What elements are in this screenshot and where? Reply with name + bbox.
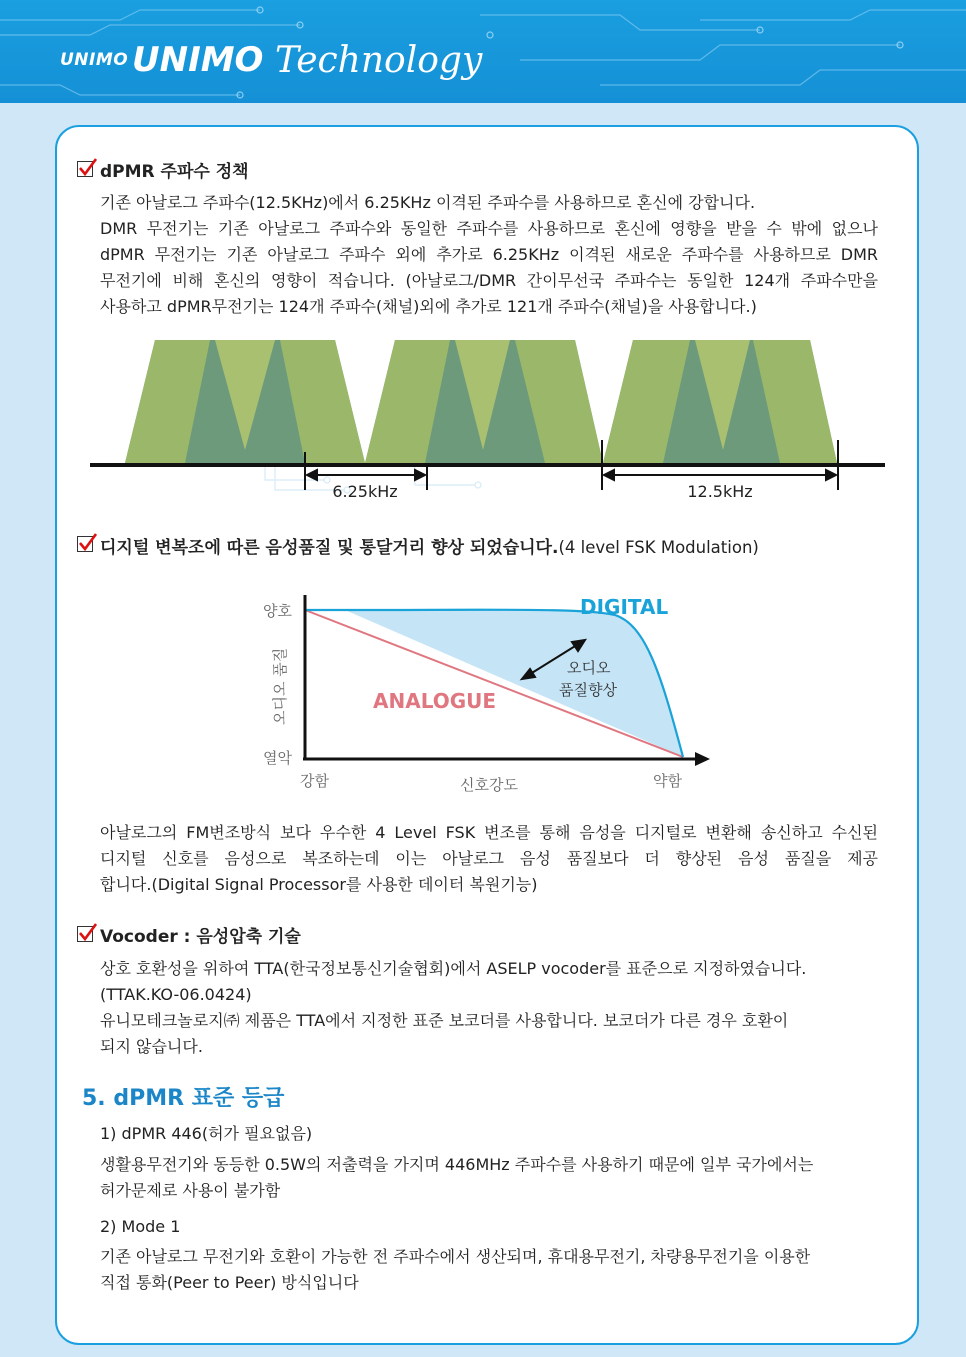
heading-main: 디지털 변복조에 따른 음성품질 및 통달거리 향상 되었습니다. [100,538,559,558]
logo-technology: Technology [275,40,483,81]
text-line: 되지 않습니다. [100,1037,203,1056]
digital-label: DIGITAL [580,595,669,619]
checkbox-icon [77,536,93,552]
section-heading-vocoder: Vocoder : 음성압축 기술 [100,927,301,947]
heading-suffix: (4 level FSK Modulation) [558,538,759,557]
text-line: 허가문제로 사용이 불가함 [100,1181,281,1200]
gain-label-line1: 오디오 [567,659,611,677]
text-line: 사용하고 dPMR무전기는 124개 주파수(채널)외에 추가로 121개 주파수(채널)을 사용합니다.) [100,297,757,316]
quality-paragraph [100,820,878,898]
x-left-label: 강함 [300,772,329,790]
section-heading-frequency: dPMR 주파수 정책 [100,162,249,182]
text-line: 유니모테크놀로지㈜ 제품은 TTA에서 지정한 표준 보코더를 사용합니다. 보코더가 다른 경우 호환이 [100,1011,789,1030]
text-line: DMR 무전기는 기존 아날로그 주파수와 동일한 주파수를 사용하므로 혼신에 영향을 받을 수 밖에 없으나 [100,219,878,238]
spacing-label-wide: 12.5kHz [687,482,753,501]
checkbox-icon [77,161,93,177]
text-line: 생활용무전기와 동등한 0.5W의 저출력을 가지며 446MHz 주파수를 사용하기 때문에 일부 국가에서는 [100,1155,814,1174]
frequency-diagram [85,330,890,510]
item2-paragraph [100,1244,880,1296]
gain-label-line2: 품질향상 [559,681,617,699]
y-bottom-label: 열악 [263,749,292,767]
text-line: dPMR 무전기는 기존 아날로그 주파수 외에 추가로 6.25KHz 이격된 새로운 주파수를 사용하므로 DMR [100,245,878,264]
item1-paragraph [100,1152,880,1204]
text-line: 무전기에 비해 혼신의 영향이 적습니다. (아날로그/DMR 간이무선국 주파수는 동일한 124개 주파수만을 [100,271,878,290]
frequency-paragraph [100,190,878,320]
vocoder-paragraph [100,956,878,1060]
text-line: 아날로그의 FM변조방식 보다 우수한 4 Level FSK 변조를 통해 음성을 디지털로 변환해 송신하고 수신된 [100,823,878,842]
text-line: 디지털 신호를 음성으로 복조하는데 이는 아날로그 음성 품질보다 더 향상된 음성 품질을 제공 [100,849,878,868]
quality-chart [255,590,725,800]
text-line: 직접 통화(Peer to Peer) 방식입니다 [100,1273,359,1292]
channel-band [603,340,837,463]
item1-title: 1) dPMR 446(허가 필요없음) [100,1124,313,1143]
section5-title: 5. dPMR 표준 등급 [82,1086,285,1111]
item2-title: 2) Mode 1 [100,1217,181,1236]
channel-band [365,340,603,463]
channel-band [125,340,365,463]
x-right-label: 약함 [653,772,682,790]
logo-wordmark: UNIMO [132,40,264,80]
text-line: 기존 아날로그 주파수(12.5KHz)에서 6.25KHz 이격된 주파수를 사용하므로 혼신에 강합니다. [100,193,756,212]
text-line: 상호 호환성을 위하여 TTA(한국정보통신기술협회)에서 ASELP vocoder를 표준으로 지정하였습니다. [100,959,807,978]
header-bar [0,0,966,103]
quality-gain-area [345,610,683,757]
analogue-label: ANALOGUE [373,689,497,713]
x-axis-label: 신호강도 [460,776,518,794]
spacing-label-narrow: 6.25kHz [332,482,398,501]
logo-mark: UNIMO [60,50,129,70]
text-line: 기존 아날로그 무전기와 호환이 가능한 전 주파수에서 생산되며, 휴대용무전기, 차량용무전기을 이용한 [100,1247,811,1266]
text-line: (TTAK.KO-06.0424) [100,985,252,1004]
y-top-label: 양호 [263,602,292,620]
checkbox-icon [77,926,93,942]
y-axis-label: 오디오 품질 [271,647,289,725]
section-heading-quality [100,533,759,558]
text-line: 합니다.(Digital Signal Processor를 사용한 데이터 복원기능) [100,875,538,894]
